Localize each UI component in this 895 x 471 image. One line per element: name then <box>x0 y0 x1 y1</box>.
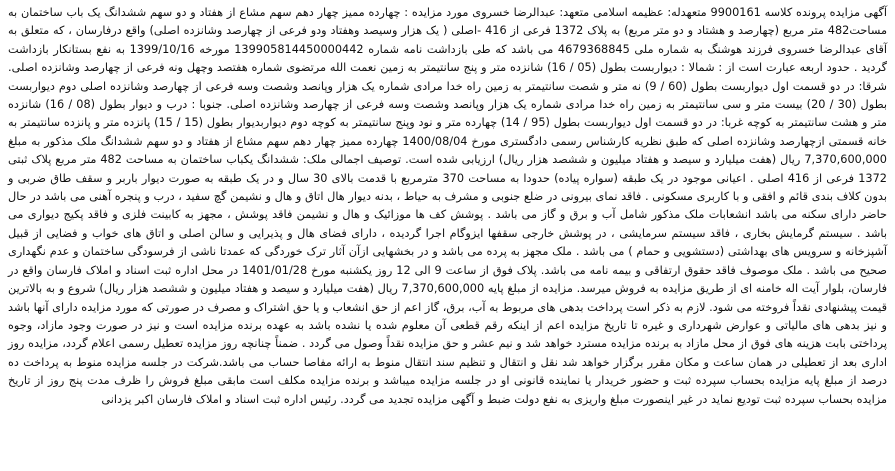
auction-notice-text: آگهی مزایده پرونده کلاسه 9900161 متعهدله: عظیمه اسلامی متعهد: عبدالرضا خسروی مورد مزایده : چهارده ممیز چهار دهم سهم مشاع از هفتاد و دو سهم ششدانگ یک باب ساختمان به مساحت482 متر مربع (چهارصد و هشتاد و دو متر مربع) به پلاک 1372 فرعی از 416 -اصلی ( یک هزار وسیصد وهفتاد ودو فرعی از چهارصد وشانزده اصلی) واقع درفارسان ، که متعلق به آقای عبدالرضا خسروی فرزند هوشنگ به شماره ملی 4679368845 می باشد که طی بازداشت نامه شماره 139905814450000442 مورخه 1399/10/16 به نفع بستانکار بازداشت گردید . حدود اربعه عبارت است از : شمالا : دیواربست بطول (05 / 16) شانزده متر و پنج سانتیمتر به زمین نعمت الله مرتضوی شماره هفتصد وچهل ونه فرعی از چهارصد وشانزده اصلی. شرقا: در دو قسمت اول دیواربست بطول (60 / 9) نه متر و شصت سانتیمتر به زمین راه خدا مرادی شماره یک هزار وپانصد وشصت وسه فرعی از چهارصد وشانزده اصلی دوم دیواربست بطول (30 / 20) بیست متر و سی سانتیمتر به زمین راه خدا مرادی شماره یک هزار وپانصد وشصت وسه فرعی از چهارصد وشانزده اصلی. جنوبا : درب و دیوار بطول (08 / 16) شانزده متر و هشت سانتیمتر به کوچه غربا: در دو قسمت اول دیواربست بطول (95 / 14) چهارده متر و نود وپنج سانتیمتر به کوچه دوم دیواربدیوار بطول (15 / 15) پانزده متر و پانزده سانتیمتر به خانه قسمتی ازچهارصد وشانزده اصلی که طبق نظریه کارشناس رسمی دادگستری مورخ 1400/08/04 چهارده ممیز چهار دهم سهم مشاع از هفتاد و دو سهم ششدانگ ملک مذکور به مبلغ 7,370,600,000 ریال (هفت میلیارد و سیصد و هفتاد میلیون و ششصد هزار ریال) ارزیابی شده است. توصیف اجمالی ملک: ششدانگ یکباب ساختمان به مساحت 482 متر مربع پلاک ثبتی 1372 فرعی از 416 اصلی . اعیانی موجود در یک طبقه (سواره پیاده) حدودا به مساحت 370 مترمربع با قدمت بالای 30 سال و در یک طبقه به صورت دیوار باربر و سقف طاق ضربی و بدون کلاف بندی قائم و افقی و با کاربری مسکونی . فاقد نمای بیرونی در ضلع جنوبی و مشرف به حیاط ، بدنه دیوار هال اتاق و هال و نشیمن گچ سفید ، درب و پنجره آهنی می باشد در حال حاضر دارای سکنه می باشد انشعابات ملک مذکور شامل آب و برق و گاز می باشد . پوشش کف ها موزائیک و هال و نشیمن فاقد پوشش ، مجهز به کابینت فلزی و فاقد پکیج دیواری می باشد . سیستم گرمایش بخاری ، فاقد سیستم سرمایشی ، در پوشش خارجی سقفها ایزوگام اجرا گردیده ، دارای فضای هال و پذیرایی و سالن اصلی و اتاق های خواب و فضایی از قبیل آشپزخانه و سرویس های بهداشتی (دستشویی و حمام ) می باشد . ملک مجهز به پرده می باشد و در بخشهایی ازآن آثار ترک خوردگی که عمدتا ناشی از فرسودگی ساختمان و عدم نگهداری صحیح می باشد . ملک موصوف فاقد حقوق ارتفاقی و بیمه نامه می باشد. پلاک فوق از ساعت 9 الی 12 روز یکشنبه مورخ 1401/01/28 در محل اداره ثبت اسناد و املاک فارسان واقع در فارسان، بلوار آیت اله خامنه ای از طریق مزایده به فروش میرسد. مزایده از مبلغ پایه 7,370,600,000 ریال (هفت میلیارد و سیصد و هفتاد میلیون و ششصد هزار ریال) شروع و به بالاترین قیمت پیشنهادی نقداً فروخته می شود. لازم به ذکر است پرداخت بدهی های مربوط به آب، برق، گاز اعم از حق انشعاب و یا حق اشتراک و مصرف در صورتی که مورد مزایده دارای آنها باشد و نیز بدهی های مالیاتی و عوارض شهرداری و غیره تا تاریخ مزایده اعم از اینکه رقم قطعی آن معلوم شده یا نشده باشد به عهده برنده مزایده است و نیز در صورت وجود مازاد، وجوه پرداختی بابت هزینه های فوق از محل مازاد به برنده مزایده مسترد خواهد شد و نیم عشر و حق مزایده نقداً وصول می گردد . ضمناً چنانچه روز مزایده تعطیل رسمی اعلام گردد، مزایده روز اداری بعد از تعطیلی در همان ساعت و مکان مقرر برگزار خواهد شد نقل و انتقال و تنظیم سند انتقال منوط به ارائه مفاصا حساب می باشد.شرکت در جلسه مزایده منوط به پرداخت ده درصد از مبلغ پایه مزایده بحساب سپرده ثبت و حضور خریدار یا نماینده قانونی او در جلسه مزایده میباشد و برنده مزایده مکلف است مابقی مبلغ فروش را ظرف مدت پنج روز از تاریخ مزایده بحساب سپرده ثبت تودیع نماید در غیر اینصورت مبلغ واریزی به نفع دولت ضبط و آگهی مزایده تجدید می گردد. رئیس اداره ثبت اسناد و املاک فارسان اکبر یزدانی <box>8 6 888 406</box>
